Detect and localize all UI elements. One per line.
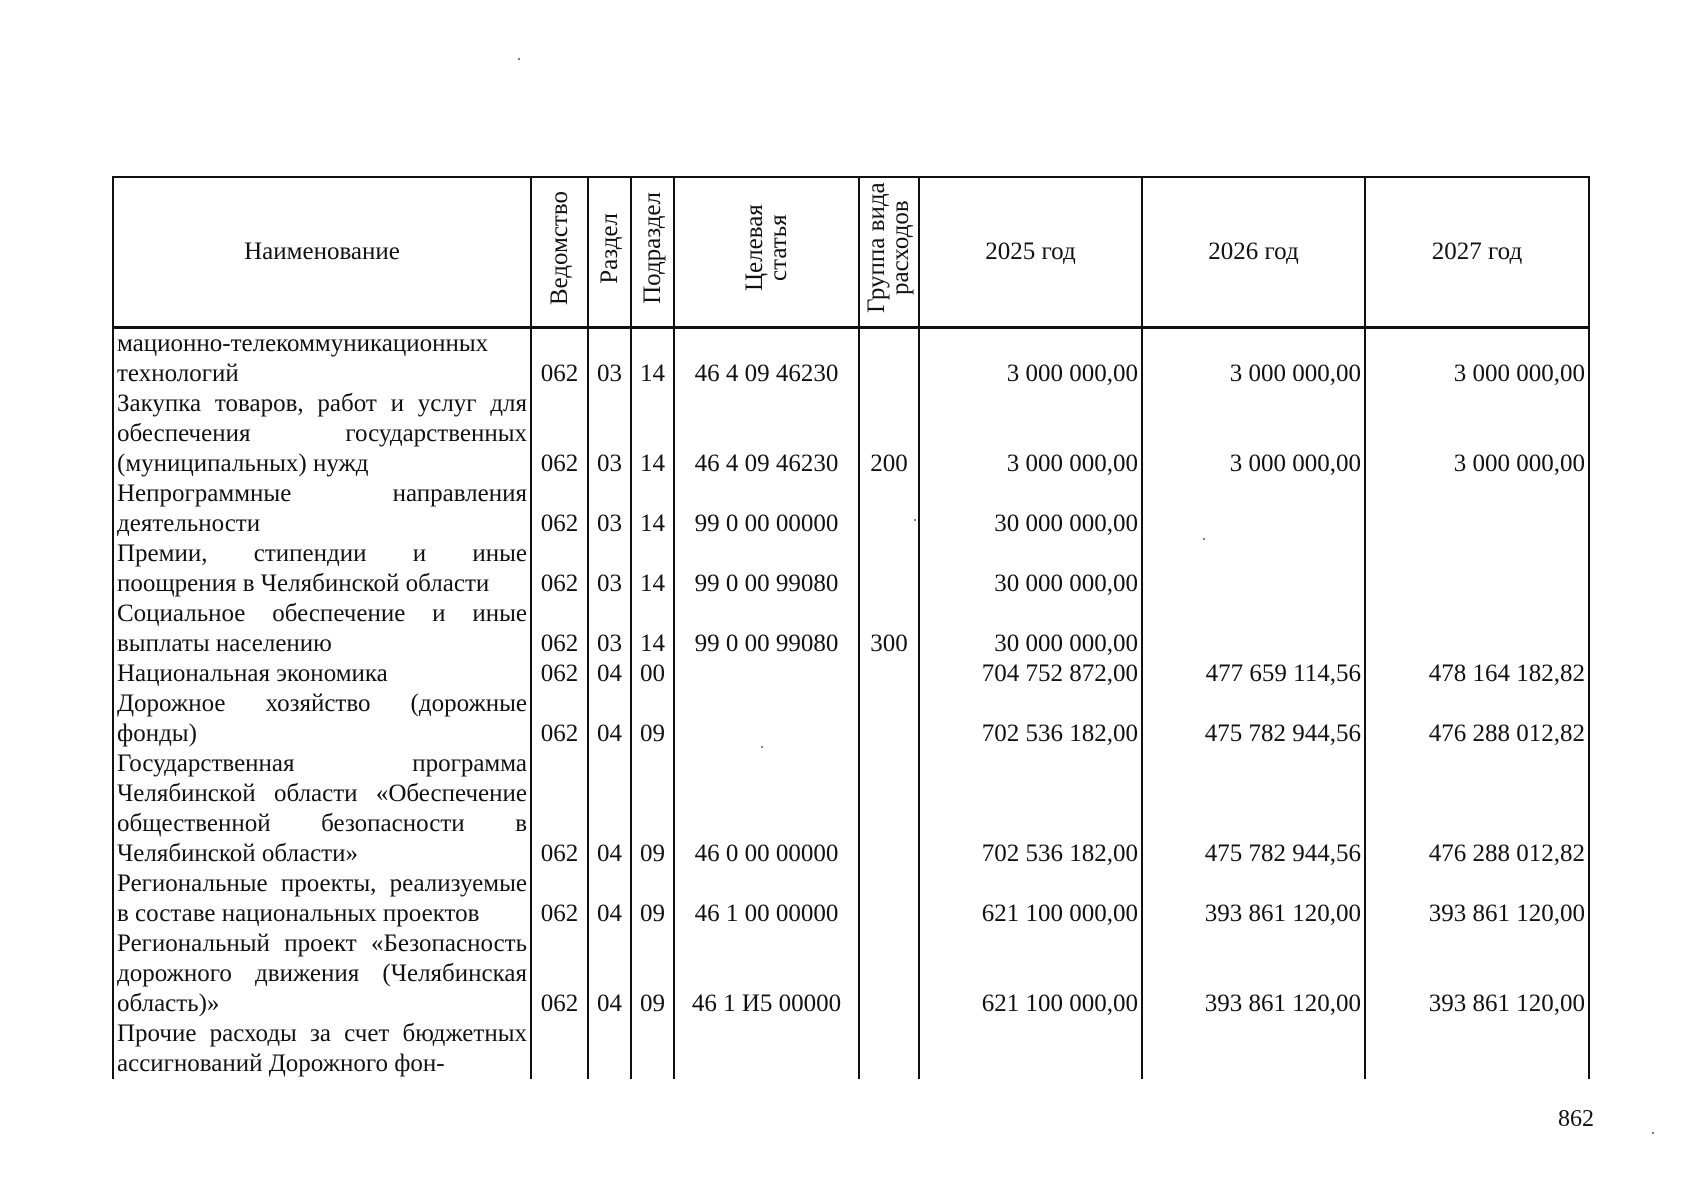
table-row xyxy=(113,689,1589,749)
cell-vedomstvo: 062 xyxy=(531,479,588,539)
cell-2026: 3 000 000,00 xyxy=(1142,328,1365,390)
cell-celevaya-statya: 46 1 И5 00000 xyxy=(674,929,859,1019)
cell-gruppa-vida-rashodov: 300 xyxy=(859,599,919,659)
cell-2025: 30 000 000,00 xyxy=(919,599,1142,659)
cell-vedomstvo: 062 xyxy=(531,539,588,599)
cell-razdel: 04 xyxy=(588,689,631,749)
cell-name: Дорожное хозяйство (дорожные фонды) xyxy=(113,689,531,749)
cell-2027: 393 861 120,00 xyxy=(1365,929,1589,1019)
cell-celevaya-statya: 99 0 00 99080 xyxy=(674,539,859,599)
scan-speck xyxy=(1203,538,1205,540)
cell-2027 xyxy=(1365,479,1589,539)
cell-celevaya-statya xyxy=(674,1019,859,1079)
budget-table xyxy=(112,176,1590,1079)
table-header-row xyxy=(113,177,1589,328)
cell-name: Региональные проекты, реализуемые в составе национальных проектов xyxy=(113,869,531,929)
cell-celevaya-statya: 99 0 00 00000 xyxy=(674,479,859,539)
cell-gruppa-vida-rashodov xyxy=(859,689,919,749)
cell-2027 xyxy=(1365,539,1589,599)
cell-razdel xyxy=(588,1019,631,1079)
table-row xyxy=(113,479,1589,539)
table-row xyxy=(113,599,1589,659)
cell-2025: 702 536 182,00 xyxy=(919,689,1142,749)
cell-vedomstvo: 062 xyxy=(531,599,588,659)
table-row xyxy=(113,659,1589,689)
cell-gruppa-vida-rashodov xyxy=(859,929,919,1019)
cell-razdel: 03 xyxy=(588,479,631,539)
table-row xyxy=(113,929,1589,1019)
cell-celevaya-statya: 46 1 00 00000 xyxy=(674,869,859,929)
header-podrazdel: Подраздел xyxy=(631,177,674,328)
cell-name: Национальная экономика xyxy=(113,659,531,689)
cell-podrazdel: 14 xyxy=(631,389,674,479)
cell-gruppa-vida-rashodov xyxy=(859,479,919,539)
cell-gruppa-vida-rashodov xyxy=(859,869,919,929)
cell-vedomstvo: 062 xyxy=(531,389,588,479)
cell-podrazdel: 09 xyxy=(631,929,674,1019)
cell-vedomstvo: 062 xyxy=(531,689,588,749)
header-gruppa-vida-rashodov: Группа вида расходов xyxy=(859,177,919,328)
cell-2026: 3 000 000,00 xyxy=(1142,389,1365,479)
cell-razdel: 04 xyxy=(588,749,631,869)
cell-2025: 702 536 182,00 xyxy=(919,749,1142,869)
table-row xyxy=(113,539,1589,599)
scan-speck xyxy=(518,58,520,60)
cell-2026 xyxy=(1142,599,1365,659)
cell-podrazdel xyxy=(631,1019,674,1079)
cell-gruppa-vida-rashodov: 200 xyxy=(859,389,919,479)
cell-2026: 475 782 944,56 xyxy=(1142,749,1365,869)
cell-2025: 30 000 000,00 xyxy=(919,539,1142,599)
header-razdel: Раздел xyxy=(588,177,631,328)
cell-celevaya-statya: 46 4 09 46230 xyxy=(674,389,859,479)
cell-podrazdel: 09 xyxy=(631,869,674,929)
cell-2025: 3 000 000,00 xyxy=(919,389,1142,479)
cell-name: Государственная программа Челябинской области «Обеспечение общественной безопасности в Челябинской области» xyxy=(113,749,531,869)
cell-podrazdel: 14 xyxy=(631,328,674,390)
cell-2027: 478 164 182,82 xyxy=(1365,659,1589,689)
cell-podrazdel: 14 xyxy=(631,599,674,659)
cell-podrazdel: 00 xyxy=(631,659,674,689)
cell-2026: 475 782 944,56 xyxy=(1142,689,1365,749)
cell-2027: 393 861 120,00 xyxy=(1365,869,1589,929)
table-row xyxy=(113,1019,1589,1079)
cell-vedomstvo: 062 xyxy=(531,659,588,689)
cell-razdel: 03 xyxy=(588,599,631,659)
cell-razdel: 04 xyxy=(588,869,631,929)
cell-vedomstvo xyxy=(531,1019,588,1079)
cell-2027: 3 000 000,00 xyxy=(1365,389,1589,479)
header-2025: 2025 год xyxy=(919,177,1142,328)
cell-podrazdel: 09 xyxy=(631,749,674,869)
cell-2025: 704 752 872,00 xyxy=(919,659,1142,689)
cell-gruppa-vida-rashodov xyxy=(859,749,919,869)
cell-2026 xyxy=(1142,479,1365,539)
cell-2027: 476 288 012,82 xyxy=(1365,689,1589,749)
cell-2027 xyxy=(1365,599,1589,659)
page-number: 862 xyxy=(1558,1106,1594,1132)
cell-2027: 3 000 000,00 xyxy=(1365,328,1589,390)
cell-2026: 393 861 120,00 xyxy=(1142,929,1365,1019)
cell-2027 xyxy=(1365,1019,1589,1079)
scan-speck xyxy=(914,519,916,521)
cell-celevaya-statya: 46 0 00 00000 xyxy=(674,749,859,869)
cell-gruppa-vida-rashodov xyxy=(859,539,919,599)
table-row xyxy=(113,749,1589,869)
header-2027: 2027 год xyxy=(1365,177,1589,328)
cell-podrazdel: 09 xyxy=(631,689,674,749)
cell-razdel: 03 xyxy=(588,328,631,390)
table-row xyxy=(113,389,1589,479)
cell-vedomstvo: 062 xyxy=(531,749,588,869)
table-row xyxy=(113,869,1589,929)
header-celevaya-statya: Целевая статья xyxy=(674,177,859,328)
cell-name: Премии, стипендии и иные поощрения в Челябинской области xyxy=(113,539,531,599)
cell-gruppa-vida-rashodov xyxy=(859,1019,919,1079)
cell-2026: 393 861 120,00 xyxy=(1142,869,1365,929)
cell-vedomstvo: 062 xyxy=(531,328,588,390)
cell-name: Непрограммные направления деятельности xyxy=(113,479,531,539)
table-row xyxy=(113,328,1589,390)
cell-celevaya-statya: 99 0 00 99080 xyxy=(674,599,859,659)
cell-vedomstvo: 062 xyxy=(531,929,588,1019)
header-name: Наименование xyxy=(113,177,531,328)
cell-podrazdel: 14 xyxy=(631,539,674,599)
header-2026: 2026 год xyxy=(1142,177,1365,328)
scan-speck xyxy=(1652,1132,1654,1134)
cell-2025: 30 000 000,00 xyxy=(919,479,1142,539)
header-vedomstvo: Ведомство xyxy=(531,177,588,328)
cell-name: Прочие расходы за счет бюджетных ассигнований Дорожного фон- xyxy=(113,1019,531,1079)
cell-name: Региональный проект «Безопасность дорожного движения (Челябинская область)» xyxy=(113,929,531,1019)
cell-2026 xyxy=(1142,1019,1365,1079)
cell-razdel: 03 xyxy=(588,389,631,479)
cell-2025: 621 100 000,00 xyxy=(919,929,1142,1019)
cell-razdel: 04 xyxy=(588,929,631,1019)
cell-vedomstvo: 062 xyxy=(531,869,588,929)
cell-name: Социальное обеспечение и иные выплаты населению xyxy=(113,599,531,659)
cell-podrazdel: 14 xyxy=(631,479,674,539)
cell-2026 xyxy=(1142,539,1365,599)
cell-2025 xyxy=(919,1019,1142,1079)
cell-razdel: 03 xyxy=(588,539,631,599)
cell-2027: 476 288 012,82 xyxy=(1365,749,1589,869)
cell-2025: 3 000 000,00 xyxy=(919,328,1142,390)
cell-gruppa-vida-rashodov xyxy=(859,659,919,689)
cell-name: Закупка товаров, работ и услуг для обеспечения государственных (муниципальных) нужд xyxy=(113,389,531,479)
cell-2026: 477 659 114,56 xyxy=(1142,659,1365,689)
cell-celevaya-statya xyxy=(674,659,859,689)
cell-razdel: 04 xyxy=(588,659,631,689)
cell-name: мационно-телекоммуникационных технологий xyxy=(113,328,531,390)
cell-gruppa-vida-rashodov xyxy=(859,328,919,390)
cell-celevaya-statya: 46 4 09 46230 xyxy=(674,328,859,390)
cell-2025: 621 100 000,00 xyxy=(919,869,1142,929)
cell-celevaya-statya xyxy=(674,689,859,749)
scan-speck xyxy=(761,746,763,748)
